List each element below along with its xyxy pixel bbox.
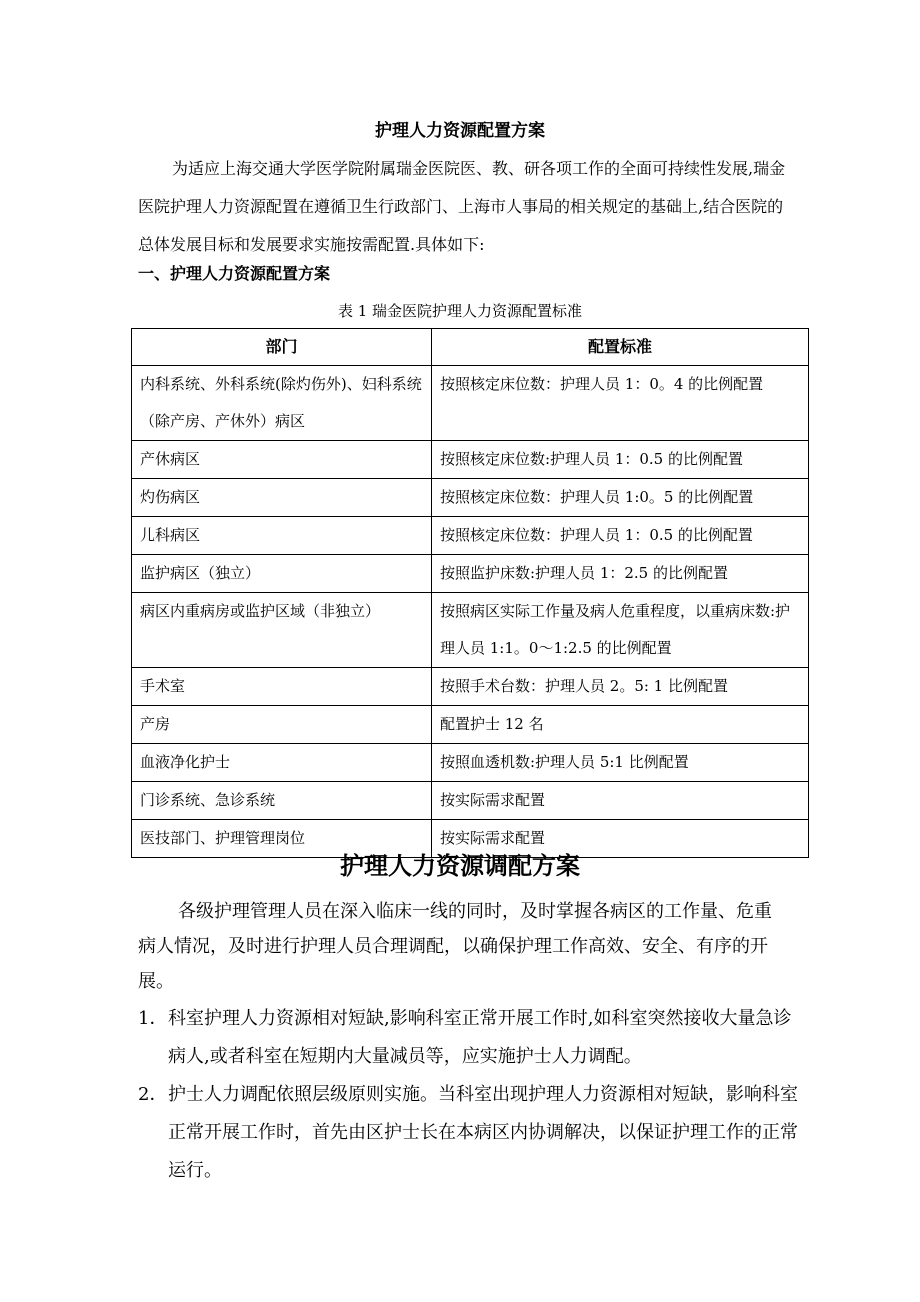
numbered-list	[138, 1000, 798, 1190]
table-row	[132, 555, 809, 593]
document-title: 护理人力资源配置方案	[375, 121, 545, 141]
cell-department: 门诊系统、急诊系统	[132, 782, 432, 820]
table-row	[132, 668, 809, 706]
staffing-standard-table	[131, 328, 809, 858]
list-item-number: 1．	[138, 1008, 168, 1029]
cell-department: 儿科病区	[132, 517, 432, 555]
table-row	[132, 517, 809, 555]
allocation-paragraph: 各级护理管理人员在深入临床一线的同时，及时掌握各病区的工作量、危重病人情况，及时进行护理人员合理调配，以确保护理工作高效、安全、有序的开展。	[138, 901, 772, 992]
cell-standard: 按照监护床数:护理人员 1：2.5 的比例配置	[432, 555, 809, 593]
header-standard: 配置标准	[432, 329, 809, 366]
cell-department: 监护病区（独立）	[132, 555, 432, 593]
list-item-text: 护士人力调配依照层级原则实施。当科室出现护理人力资源相对短缺，影响科室正常开展工作时，首先由区护士长在本病区内协调解决，以保证护理工作的正常运行。	[168, 1084, 798, 1181]
cell-standard: 按实际需求配置	[432, 820, 809, 858]
cell-department: 手术室	[132, 668, 432, 706]
cell-standard: 按照核定床位数：护理人员 1：0.5 的比例配置	[432, 517, 809, 555]
table-row	[132, 744, 809, 782]
cell-department: 病区内重病房或监护区域（非独立）	[132, 593, 432, 668]
table-caption: 表 1 瑞金医院护理人力资源配置标准	[337, 302, 583, 320]
cell-standard: 按照病区实际工作量及病人危重程度，以重病床数:护理人员 1:1。0～1:2.5 的比例配置	[432, 593, 809, 668]
cell-department: 灼伤病区	[132, 479, 432, 517]
cell-standard: 按照核定床位数:护理人员 1：0.5 的比例配置	[432, 441, 809, 479]
cell-standard: 按照手术台数：护理人员 2。5: 1 比例配置	[432, 668, 809, 706]
list-item-number: 2．	[138, 1084, 168, 1105]
table-row	[132, 782, 809, 820]
table-row	[132, 441, 809, 479]
cell-department: 内科系统、外科系统(除灼伤外)、妇科系统（除产房、产休外）病区	[132, 366, 432, 441]
cell-standard: 按照核定床位数：护理人员 1：0。4 的比例配置	[432, 366, 809, 441]
cell-department: 产房	[132, 706, 432, 744]
cell-department: 产休病区	[132, 441, 432, 479]
cell-standard: 按照血透机数:护理人员 5:1 比例配置	[432, 744, 809, 782]
list-item	[138, 1000, 798, 1076]
header-department: 部门	[132, 329, 432, 366]
cell-standard: 配置护士 12 名	[432, 706, 809, 744]
list-item-text: 科室护理人力资源相对短缺,影响科室正常开展工作时,如科室突然接收大量急诊病人,或者科室在短期内大量减员等，应实施护士人力调配。	[168, 1008, 792, 1067]
cell-standard: 按照核定床位数：护理人员 1:0。5 的比例配置	[432, 479, 809, 517]
cell-department: 血液净化护士	[132, 744, 432, 782]
cell-department: 医技部门、护理管理岗位	[132, 820, 432, 858]
table-row	[132, 366, 809, 441]
list-item	[138, 1076, 798, 1190]
cell-standard: 按实际需求配置	[432, 782, 809, 820]
intro-paragraph: 为适应上海交通大学医学院附属瑞金医院医、教、研各项工作的全面可持续性发展,瑞金医院护理人力资源配置在遵循卫生行政部门、上海市人事局的相关规定的基础上,结合医院的总体发展目标和发展要求实施按需配置.具体如下:	[138, 159, 786, 254]
section-heading: 一、护理人力资源配置方案	[138, 264, 331, 283]
table-row	[132, 706, 809, 744]
table-row	[132, 593, 809, 668]
table-row	[132, 479, 809, 517]
table-header-row	[132, 329, 809, 366]
section-title-allocation: 护理人力资源调配方案	[340, 851, 580, 880]
